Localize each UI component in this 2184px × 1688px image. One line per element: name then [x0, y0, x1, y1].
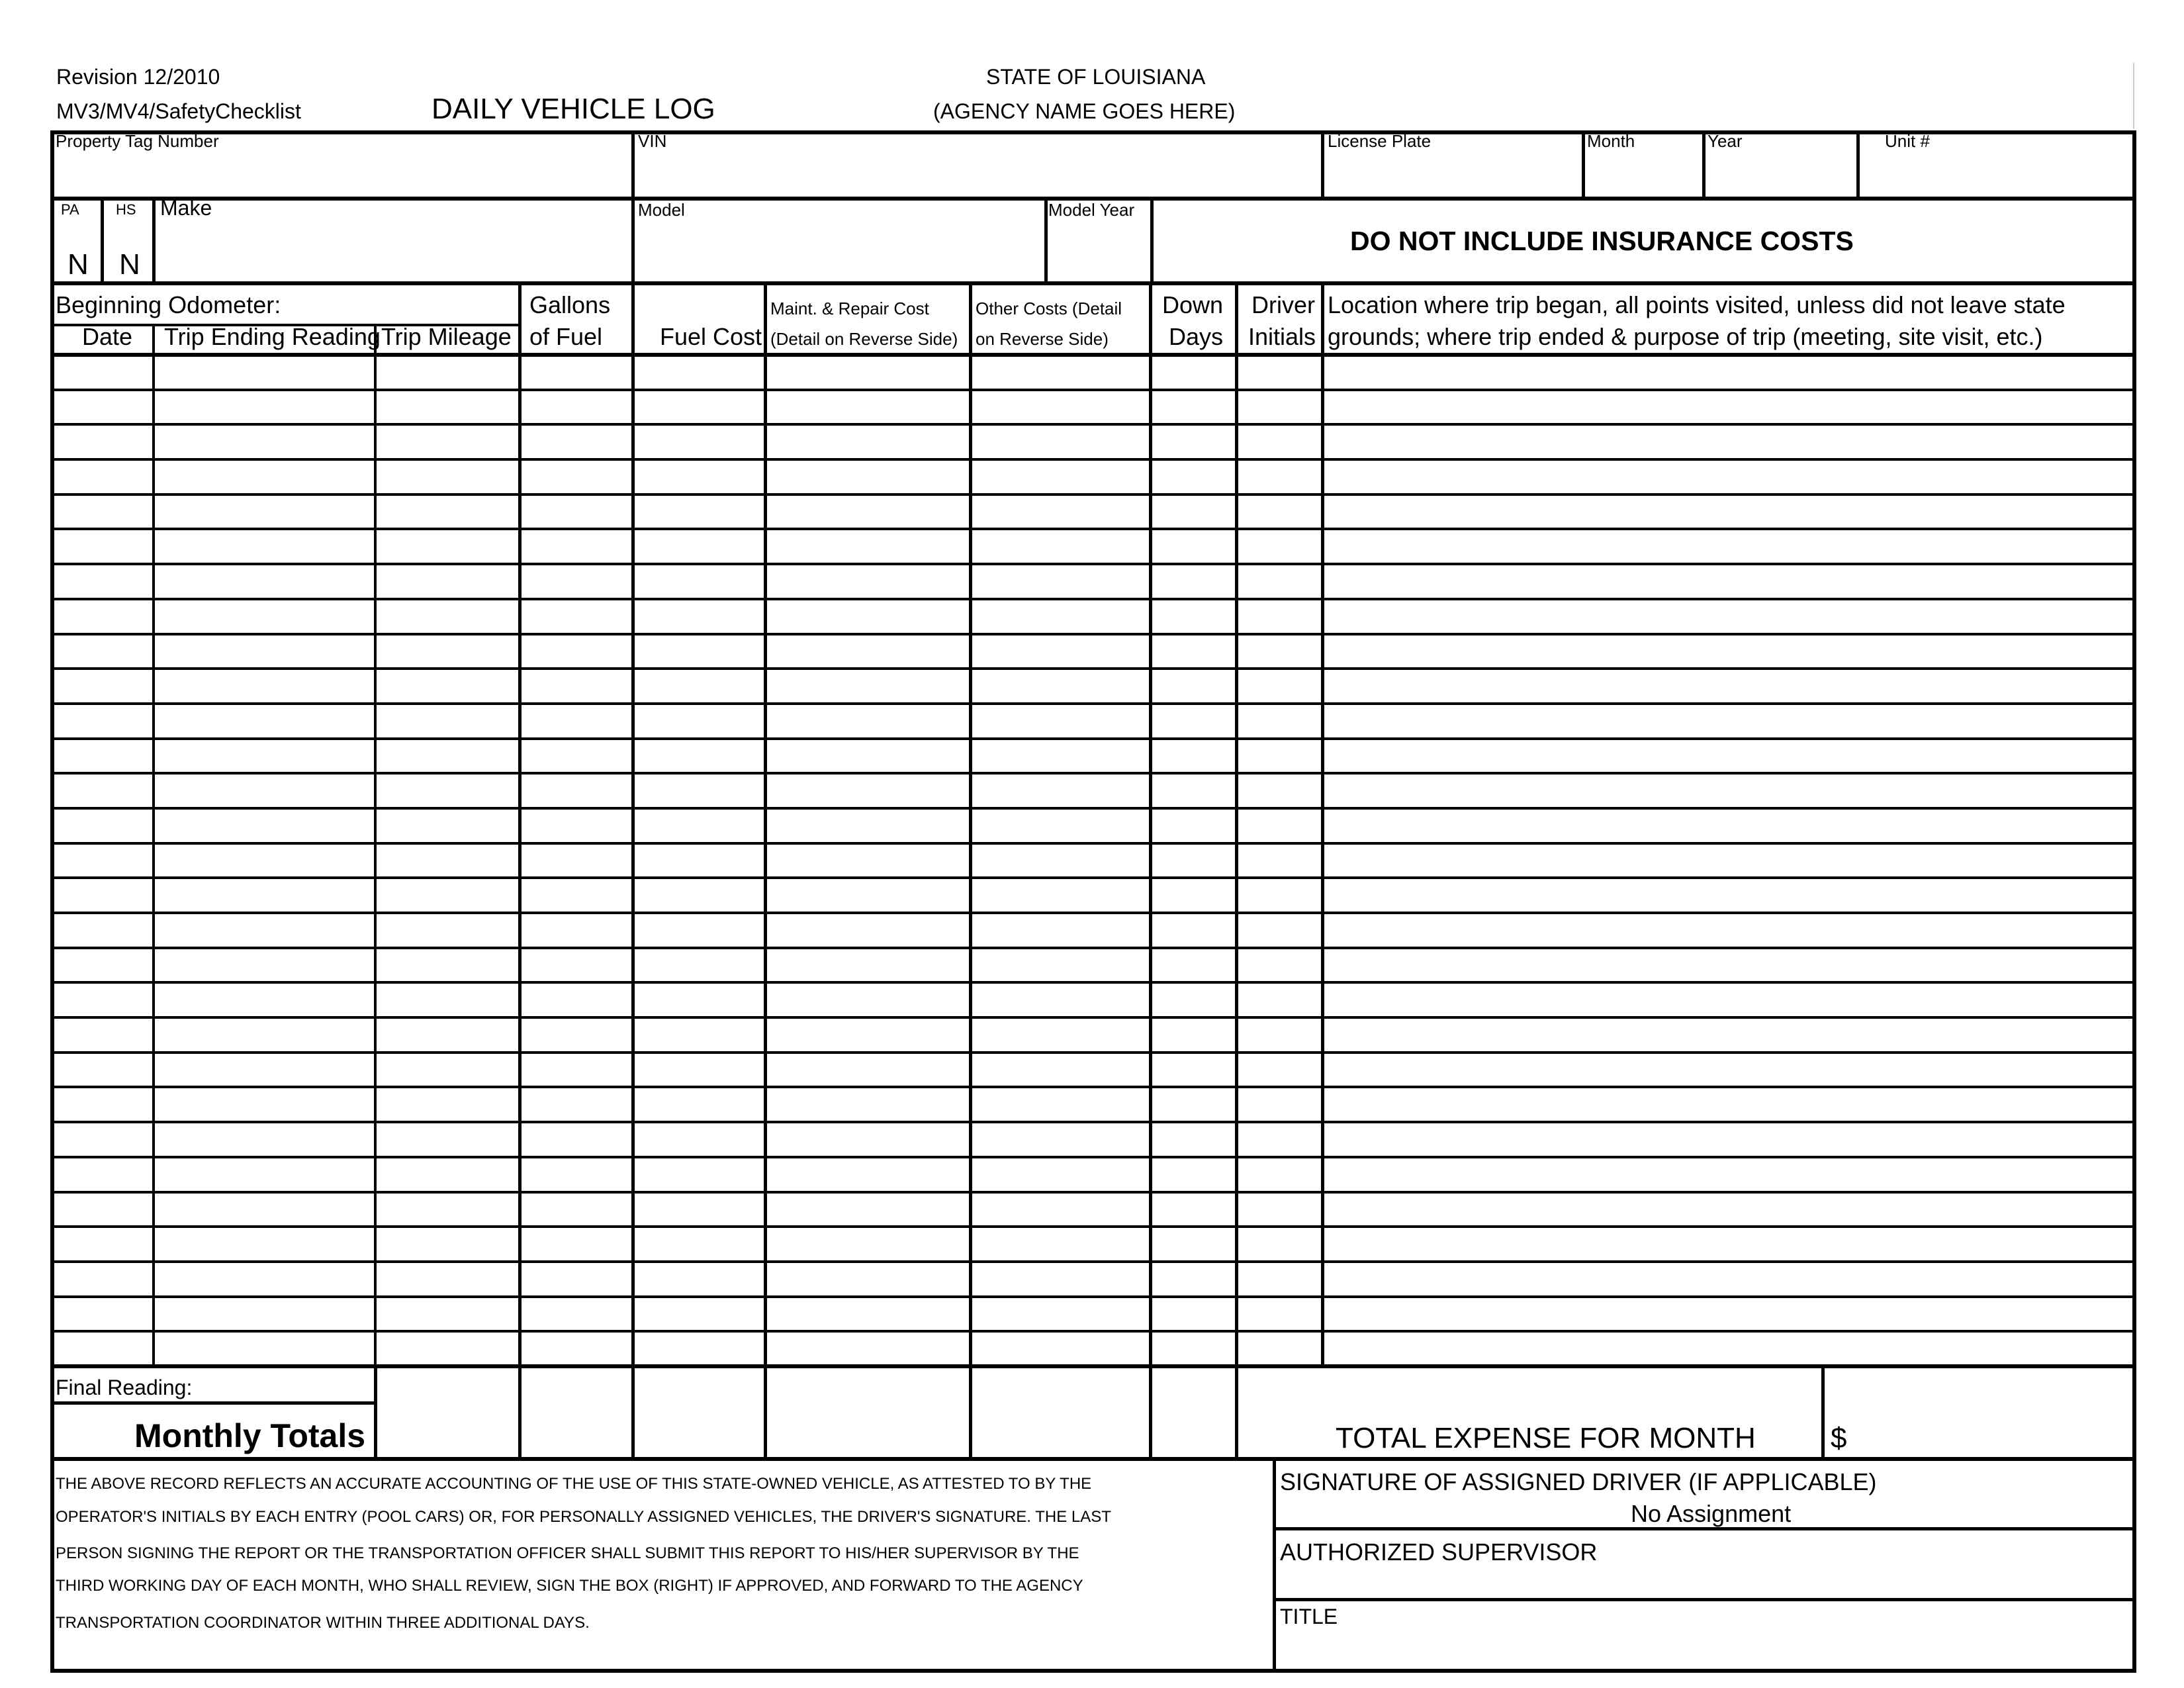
entry-row-line	[50, 598, 2136, 600]
entry-row-line	[50, 389, 2136, 391]
other-costs-header-line1: Other Costs (Detail	[976, 299, 1122, 318]
entry-row-line	[50, 1156, 2136, 1158]
driver-signature-label: SIGNATURE OF ASSIGNED DRIVER (IF APPLICABLE)	[1280, 1468, 1877, 1495]
year-label: Year	[1707, 131, 1743, 151]
final-reading-label: Final Reading:	[56, 1376, 193, 1399]
entry-row-line	[50, 667, 2136, 670]
gallons-header-line2: of Fuel	[529, 323, 603, 350]
driver-initials-header-line2: Initials	[1248, 323, 1316, 350]
gallons-header-line1: Gallons	[529, 291, 611, 318]
revision-label: Revision 12/2010	[56, 65, 220, 89]
maint-header-line2: (Detail on Reverse Side)	[770, 329, 958, 349]
entry-row-line	[50, 912, 2136, 914]
down-days-header-line1: Down	[1162, 291, 1224, 318]
location-header-line2: grounds; where trip ended & purpose of trip (meeting, site visit, etc.)	[1328, 323, 2043, 350]
date-column-header: Date	[82, 323, 133, 350]
license-plate-label: License Plate	[1328, 131, 1432, 151]
model-label: Model	[638, 200, 685, 220]
entry-row-line	[50, 842, 2136, 845]
entry-row-line	[50, 458, 2136, 461]
dollar-sign: $	[1831, 1422, 1847, 1454]
entry-row-line	[50, 981, 2136, 984]
entry-row-line	[50, 563, 2136, 565]
page-edge-line	[2133, 63, 2134, 129]
agency-label: (AGENCY NAME GOES HERE)	[933, 99, 1236, 123]
beginning-odometer-label: Beginning Odometer:	[56, 291, 281, 318]
authorized-supervisor-label: AUTHORIZED SUPERVISOR	[1280, 1538, 1598, 1566]
attestation-line-1: THE ABOVE RECORD REFLECTS AN ACCURATE ACCOUNTING OF THE USE OF THIS STATE-OWNED VEHICLE, AS ATTESTED TO BY THE	[56, 1475, 1092, 1493]
page-title: DAILY VEHICLE LOG	[432, 93, 715, 125]
entry-row-line	[50, 876, 2136, 879]
monthly-totals-label: Monthly Totals	[134, 1417, 366, 1454]
entry-row-line	[50, 1330, 2136, 1333]
pa-value: N	[68, 248, 89, 281]
entry-row-line	[50, 1086, 2136, 1088]
form-codes-label: MV3/MV4/SafetyChecklist	[56, 99, 301, 123]
entry-row-line	[50, 702, 2136, 705]
title-label: TITLE	[1280, 1605, 1338, 1628]
model-year-label: Model Year	[1048, 200, 1135, 220]
entry-row-line	[50, 423, 2136, 426]
entry-row-line	[50, 947, 2136, 949]
other-costs-header-line2: on Reverse Side)	[976, 329, 1109, 349]
vin-label: VIN	[638, 131, 667, 151]
hs-value: N	[119, 248, 140, 281]
entry-row-line	[50, 1016, 2136, 1019]
entry-row-line	[50, 1051, 2136, 1054]
entry-row-line	[50, 1295, 2136, 1298]
insurance-notice: DO NOT INCLUDE INSURANCE COSTS	[1350, 226, 1854, 256]
property-tag-label: Property Tag Number	[56, 131, 219, 151]
entry-row-line	[50, 528, 2136, 530]
maint-header-line1: Maint. & Repair Cost	[770, 299, 929, 318]
entry-row-line	[50, 737, 2136, 740]
attestation-line-5: TRANSPORTATION COORDINATOR WITHIN THREE ADDITIONAL DAYS.	[56, 1614, 590, 1632]
trip-ending-reading-header: Trip Ending Reading	[164, 323, 381, 350]
hs-label: HS	[116, 201, 136, 218]
trip-mileage-header: Trip Mileage	[381, 323, 512, 350]
down-days-header-line2: Days	[1169, 323, 1224, 350]
fuel-cost-header: Fuel Cost	[660, 323, 762, 350]
entry-row-line	[50, 1225, 2136, 1228]
unit-label: Unit #	[1885, 131, 1930, 151]
pa-label: PA	[61, 201, 79, 218]
entry-row-line	[50, 1260, 2136, 1263]
no-assignment-text: No Assignment	[1631, 1500, 1792, 1527]
location-header-line1: Location where trip began, all points visited, unless did not leave state	[1328, 291, 2066, 318]
attestation-line-4: THIRD WORKING DAY OF EACH MONTH, WHO SHALL REVIEW, SIGN THE BOX (RIGHT) IF APPROVED, AND FORWARD TO THE AGENCY	[56, 1577, 1083, 1595]
attestation-line-2: OPERATOR'S INITIALS BY EACH ENTRY (POOL CARS) OR, FOR PERSONALLY ASSIGNED VEHICLES, THE DRIVER'S SIGNATURE. THE LAST	[56, 1508, 1111, 1526]
attestation-line-3: PERSON SIGNING THE REPORT OR THE TRANSPORTATION OFFICER SHALL SUBMIT THIS REPORT TO HIS/HER SUPERVISOR BY THE	[56, 1544, 1079, 1562]
entry-row-line	[50, 807, 2136, 810]
entry-row-line	[50, 633, 2136, 635]
entry-row-line	[50, 1191, 2136, 1194]
state-label: STATE OF LOUISIANA	[986, 65, 1206, 89]
total-expense-label: TOTAL EXPENSE FOR MONTH	[1336, 1422, 1756, 1454]
entry-row-line	[50, 772, 2136, 774]
month-label: Month	[1587, 131, 1635, 151]
entry-row-line	[50, 493, 2136, 496]
entry-row-line	[50, 1121, 2136, 1123]
make-label: Make	[160, 196, 212, 220]
driver-initials-header-line1: Driver	[1251, 291, 1315, 318]
